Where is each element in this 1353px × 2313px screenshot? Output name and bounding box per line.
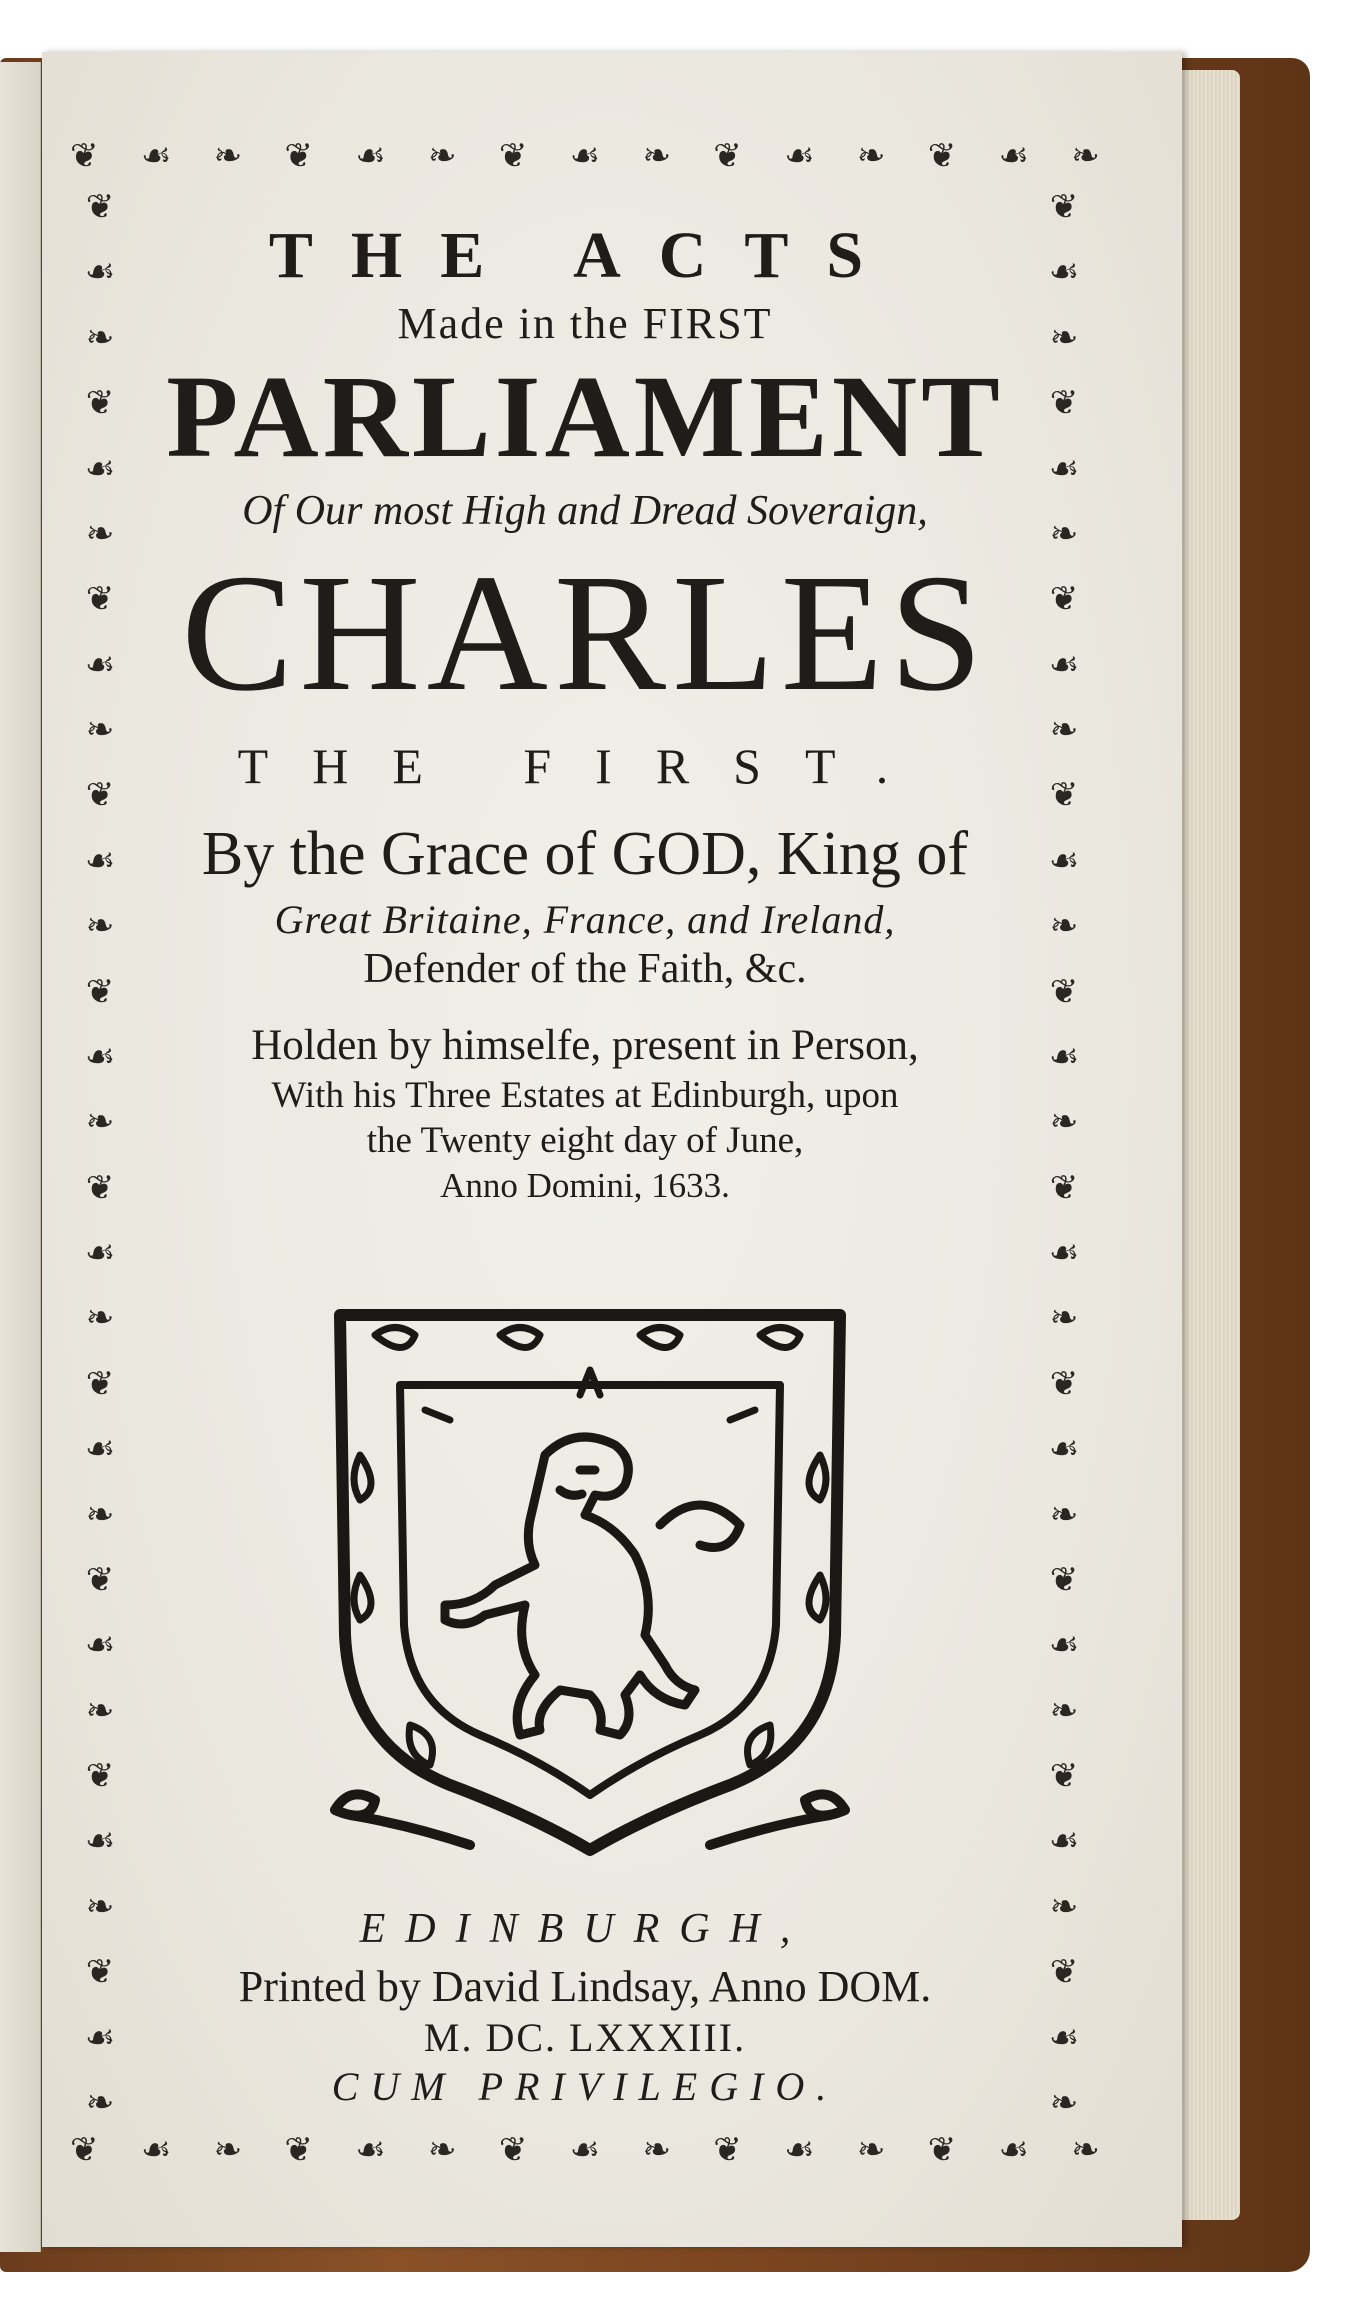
ornament-border-left — [72, 187, 128, 2123]
ornament-border-right — [1036, 187, 1092, 2123]
fleuron-ornament-icon: ❧ — [85, 317, 115, 358]
title-three-estates: With his Three Estates at Edinburgh, upon — [271, 1074, 899, 1116]
fleuron-ornament-icon: ❧ — [85, 513, 115, 554]
fleuron-ornament-icon: ☙ — [84, 252, 116, 293]
title-grace-of-god: By the Grace of GOD, King of — [201, 819, 969, 888]
fleuron-ornament-icon: ☙ — [1048, 1429, 1080, 1470]
fleuron-ornament-icon: ☙ — [84, 1821, 116, 1862]
fleuron-ornament-icon: ❧ — [85, 710, 115, 750]
fleuron-ornament-icon: ☙ — [1048, 252, 1080, 293]
fleuron-ornament-icon: ☙ — [784, 136, 815, 176]
fleuron-ornament-icon: ☙ — [84, 1429, 116, 1470]
fleuron-ornament-icon: ☙ — [84, 644, 116, 685]
fleuron-ornament-icon: ❦ — [927, 136, 957, 176]
title-holden: Holden by himselfe, present in Person, — [251, 1021, 919, 1069]
fleuron-ornament-icon: ❧ — [1049, 1494, 1079, 1535]
title-date: the Twenty eight day of June, — [366, 1119, 804, 1161]
fleuron-ornament-icon: ❦ — [1049, 579, 1079, 620]
fleuron-ornament-icon: ❦ — [713, 136, 742, 176]
fleuron-ornament-icon: ❦ — [1049, 1363, 1079, 1404]
fleuron-ornament-icon: ❧ — [642, 2130, 671, 2170]
fleuron-ornament-icon: ❧ — [1049, 906, 1079, 947]
fleuron-ornament-icon: ❦ — [1049, 1559, 1079, 1600]
fleuron-ornament-icon: ☙ — [998, 136, 1029, 176]
fleuron-ornament-icon: ❦ — [70, 136, 99, 176]
title-the-acts: THE ACTS — [268, 219, 902, 292]
fleuron-ornament-icon: ❧ — [213, 2130, 243, 2170]
imprint-privilegio: CUM PRIVILEGIO. — [331, 2064, 839, 2109]
fleuron-ornament-icon: ❧ — [213, 136, 243, 176]
fleuron-ornament-icon: ❧ — [85, 1886, 115, 1927]
fleuron-ornament-icon: ❦ — [1049, 971, 1079, 1012]
fleuron-ornament-icon: ❦ — [498, 136, 528, 176]
title-the-first: THE FIRST. — [237, 737, 933, 794]
fleuron-ornament-icon: ❦ — [85, 1756, 115, 1796]
fleuron-ornament-icon: ❧ — [85, 906, 115, 947]
fleuron-ornament-icon: ☙ — [1048, 840, 1080, 881]
fleuron-ornament-icon: ❦ — [1049, 1756, 1079, 1796]
fleuron-ornament-icon: ☙ — [569, 136, 601, 176]
fleuron-ornament-icon: ❧ — [1049, 317, 1079, 358]
fleuron-ornament-icon: ❧ — [1049, 1298, 1079, 1339]
imprint-printer: Printed by David Lindsay, Anno DOM. — [238, 1962, 932, 2011]
fleuron-ornament-icon: ❧ — [85, 1102, 115, 1143]
facing-leaf — [0, 62, 41, 2252]
fleuron-ornament-icon: ❦ — [85, 579, 115, 620]
imprint-city: EDINBURGH, — [359, 1906, 811, 1952]
title-defender: Defender of the Faith, &c. — [363, 945, 807, 992]
fleuron-ornament-icon: ❧ — [1049, 513, 1079, 554]
title-realms: Great Britaine, France, and Ireland, — [274, 896, 896, 942]
fleuron-ornament-icon: ❦ — [85, 1363, 115, 1404]
fleuron-ornament-icon: ❦ — [70, 2130, 99, 2170]
fleuron-ornament-icon: ☙ — [1048, 1233, 1080, 1273]
fleuron-ornament-icon: ☙ — [569, 2130, 601, 2170]
imprint-year: M. DC. LXXXIII. — [423, 2015, 747, 2060]
title-parliament: PARLIAMENT — [166, 351, 1004, 482]
fleuron-ornament-icon: ☙ — [84, 1625, 116, 1666]
fleuron-ornament-icon: ❦ — [1049, 1167, 1079, 1208]
fleuron-ornament-icon: ❦ — [1049, 775, 1079, 816]
fleuron-ornament-icon: ❦ — [284, 136, 313, 176]
fleuron-ornament-icon: ❦ — [1049, 383, 1079, 424]
fleuron-ornament-icon: ☙ — [1048, 2017, 1080, 2058]
fleuron-ornament-icon: ❧ — [85, 1690, 115, 1731]
fleuron-ornament-icon: ❧ — [856, 2130, 886, 2170]
fleuron-ornament-icon: ❧ — [1049, 1886, 1079, 1927]
fleuron-ornament-icon: ❧ — [428, 136, 457, 176]
fleuron-ornament-icon: ❧ — [1049, 1102, 1079, 1143]
fleuron-ornament-icon: ☙ — [84, 2017, 116, 2058]
fleuron-ornament-icon: ❦ — [85, 971, 115, 1012]
title-sovereign: Of Our most High and Dread Soveraign, — [242, 487, 928, 534]
fleuron-ornament-icon: ☙ — [84, 1036, 116, 1077]
fleuron-ornament-icon: ❦ — [85, 383, 115, 424]
fleuron-ornament-icon: ❦ — [85, 187, 115, 227]
fleuron-ornament-icon: ❧ — [1071, 2130, 1100, 2170]
fleuron-ornament-icon: ❦ — [85, 1952, 115, 1993]
fleuron-ornament-icon: ❧ — [856, 136, 886, 176]
fleuron-ornament-icon: ❦ — [85, 1559, 115, 1600]
ornament-border-bottom — [70, 2122, 1100, 2178]
fleuron-ornament-icon: ❧ — [1049, 1690, 1079, 1731]
ornament-border-top — [70, 128, 1100, 184]
fleuron-ornament-icon: ❦ — [927, 2130, 957, 2170]
lion-rampant-shield-icon — [330, 1305, 850, 1865]
fleuron-ornament-icon: ❧ — [85, 1494, 115, 1535]
fleuron-ornament-icon: ☙ — [355, 136, 386, 176]
fleuron-ornament-icon: ☙ — [1048, 448, 1080, 489]
title-anno-domini: Anno Domini, 1633. — [440, 1165, 730, 1205]
fleuron-ornament-icon: ☙ — [1048, 644, 1080, 685]
fleuron-ornament-icon: ❦ — [498, 2130, 528, 2170]
fleuron-ornament-icon: ☙ — [140, 136, 172, 176]
fleuron-ornament-icon: ❧ — [1071, 136, 1100, 176]
fleuron-ornament-icon: ❧ — [1049, 710, 1079, 750]
fleuron-ornament-icon: ❦ — [1049, 187, 1079, 227]
fleuron-ornament-icon: ❦ — [85, 1167, 115, 1208]
title-made-in-first: Made in the FIRST — [397, 299, 773, 348]
fleuron-ornament-icon: ❧ — [85, 2082, 115, 2123]
fleuron-ornament-icon: ❧ — [85, 1298, 115, 1339]
fleuron-ornament-icon: ☙ — [998, 2130, 1029, 2170]
fleuron-ornament-icon: ❦ — [1049, 1952, 1079, 1993]
fleuron-ornament-icon: ❦ — [85, 775, 115, 816]
fleuron-ornament-icon: ☙ — [1048, 1821, 1080, 1862]
imprint-block — [140, 1905, 1030, 2110]
fleuron-ornament-icon: ☙ — [84, 1233, 116, 1273]
fleuron-ornament-icon: ☙ — [1048, 1625, 1080, 1666]
fleuron-ornament-icon: ❧ — [642, 136, 671, 176]
fleuron-ornament-icon: ☙ — [140, 2130, 172, 2170]
fleuron-ornament-icon: ☙ — [355, 2130, 386, 2170]
fleuron-ornament-icon: ❦ — [713, 2130, 742, 2170]
fleuron-ornament-icon: ❧ — [428, 2130, 457, 2170]
title-text-block — [140, 200, 1030, 1206]
fleuron-ornament-icon: ☙ — [784, 2130, 815, 2170]
fleuron-ornament-icon: ❦ — [284, 2130, 313, 2170]
fleuron-ornament-icon: ☙ — [84, 840, 116, 881]
title-charles: CHARLES — [181, 539, 989, 726]
fleuron-ornament-icon: ☙ — [84, 448, 116, 489]
fleuron-ornament-icon: ☙ — [1048, 1036, 1080, 1077]
fleuron-ornament-icon: ❧ — [1049, 2082, 1079, 2123]
